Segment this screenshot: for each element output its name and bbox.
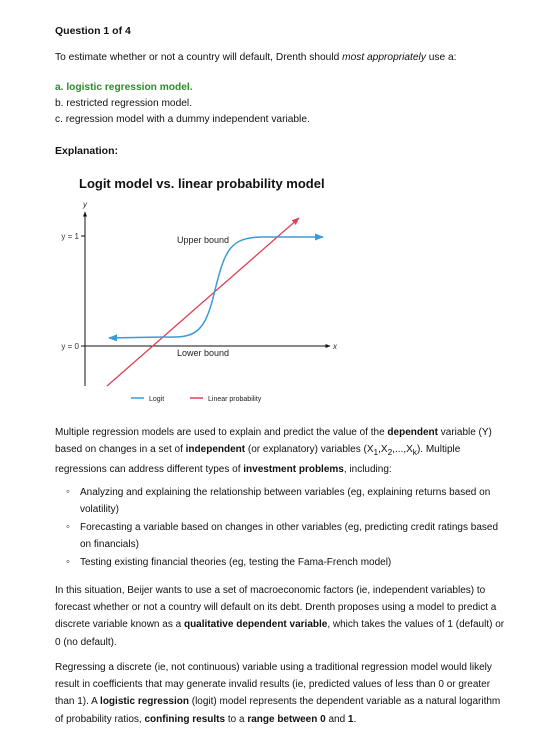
regression-uses-list [66,484,506,572]
para1-bold-investment-problems: investment problems [243,464,344,476]
stem-text: To estimate whether or not a country will default, Drenth should [55,52,343,63]
y-tick-label-1: y = 1 [61,232,79,241]
legend-label-logit: Logit [149,396,165,403]
paragraph-logit [55,659,505,728]
explanation-heading: Explanation: [55,145,119,157]
choice-b[interactable]: b. restricted regression model. [55,98,193,109]
para3-text: Regressing a discrete (ie, not continuous) variable using a traditional regression model would likely result in coefficients that may generate invalid results (ie, predicted values of less than 0 or greater than 1). A [55,662,492,708]
logit-curve-left-tail [109,337,165,338]
logit-vs-linear-figure [55,190,355,415]
para1-text: Multiple regression models are used to explain and predict the value of the [55,427,388,438]
legend-label-linear: Linear probability [208,396,262,403]
para1-text: variable (Y) based on changes in a set of [55,427,492,456]
para1-text: (or explanatory) variables (X [245,444,374,456]
para1-subscript: 1 [373,447,379,458]
y-tick-label-0: y = 0 [61,342,79,351]
para3-bold-logistic: logistic regression [100,696,189,708]
para3-bold-range: range between 0 [247,713,326,725]
para1-text: ). Multiple regressions can address different types of [55,444,461,476]
question-number: Question 1 of 4 [55,25,131,37]
list-item: ◦ Forecasting a variable based on changes in other variables (eg, predicting credit ratings based on financials) [66,519,506,553]
stem-text-end: use a: [425,52,457,63]
choice-c[interactable]: c. regression model with a dummy independent variable. [55,114,310,125]
answer-choices [55,80,310,128]
logit-curve [165,237,323,337]
para1-bold-independent: independent [185,444,246,456]
list-item: ◦ Testing existing financial theories (eg, testing the Fama-French model) [66,554,506,571]
para3-bold-one: 1 [347,713,354,725]
para3-bold-confining: confining results [144,713,226,725]
paragraph-multiple-regression [55,424,505,479]
x-axis-label: x [333,342,337,351]
lower-bound-label: Lower bound [177,348,230,358]
para1-text: ,...,X [392,444,413,456]
para1-text: , including: [343,464,392,476]
para3-text: . [353,713,357,725]
para1-bold-dependent: dependent [387,427,438,438]
para3-text: to a [225,713,248,725]
list-item: ◦ Analyzing and explaining the relationship between variables (eg, explaining returns based on volatility) [66,484,506,518]
para1-subscript: k [412,447,417,458]
para1-subscript: 2 [387,447,393,458]
upper-bound-label: Upper bound [177,235,230,245]
para2-bold-qualitative: qualitative dependent variable [183,619,328,631]
figure-title: Logit model vs. linear probability model [79,176,325,191]
choice-a[interactable]: a. logistic regression model. [55,82,193,93]
para2-text: , which takes the values of 1 (default) or 0 (no default). [55,619,505,648]
para3-text: and [325,713,348,725]
para1-text: ,X [378,444,388,456]
question-stem [55,52,515,63]
y-axis-label: y [83,200,87,209]
stem-emphasis: most appropriately [342,52,426,63]
para2-text: In this situation, Beijer wants to use a set of macroeconomic factors (ie, independent variables) to forecast whether or not a country will default on its debt. Drenth proposes using a model to predict a discrete variable known as a [55,585,497,631]
paragraph-situation [55,582,505,651]
para3-text: (logit) model represents the dependent variable as a natural logarithm of probability ratios, [55,696,501,725]
